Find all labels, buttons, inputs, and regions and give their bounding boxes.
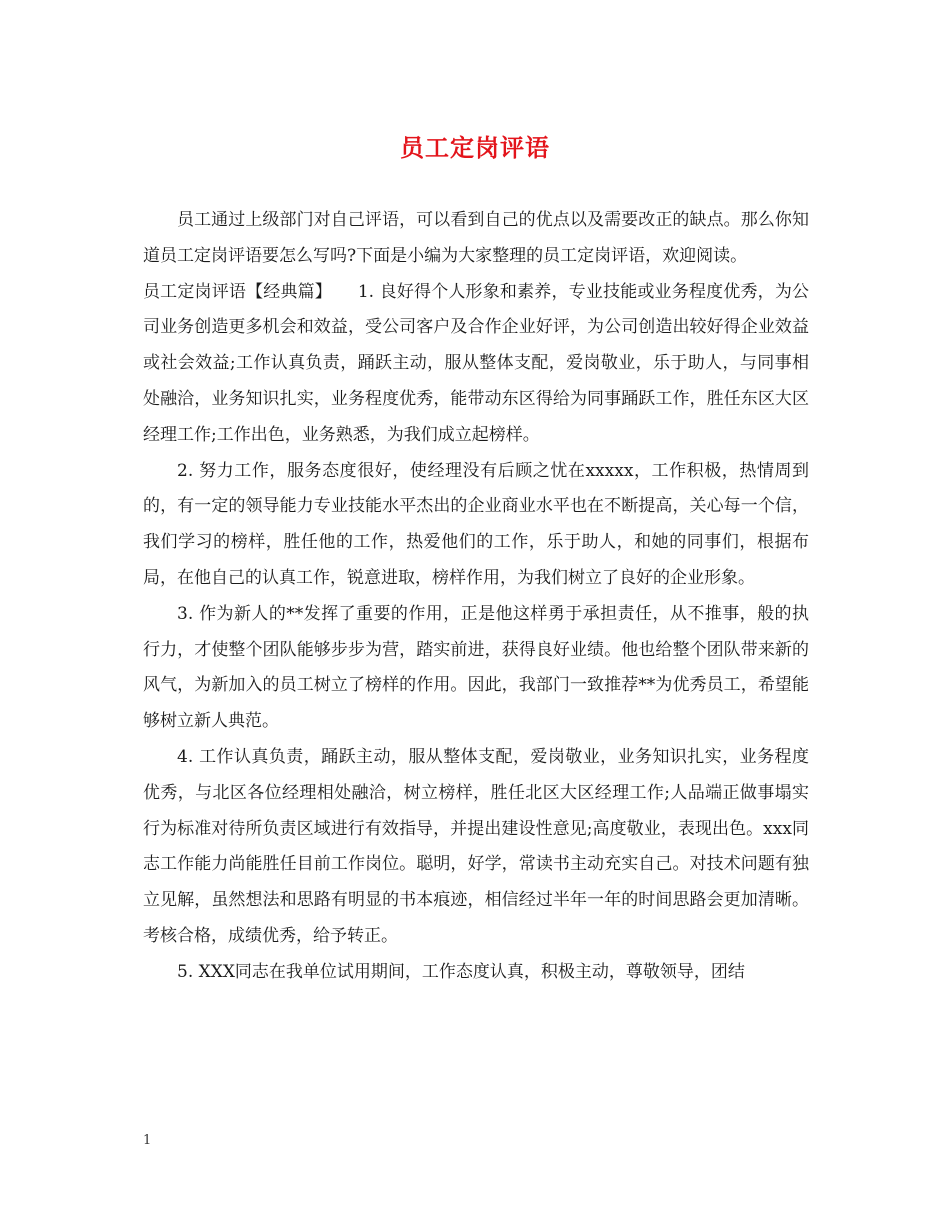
- paragraph-item-5: 5. XXX同志在我单位试用期间，工作态度认真，积极主动，尊敬领导，团结: [177, 961, 745, 982]
- paragraph-item-3: 3. 作为新人的**发挥了重要的作用，正是他这样勇于承担责任，从不推事，般的执行力，才使整个团队能够步步为营，踏实前进，获得良好业绩。他也给整个团队带来新的风气，为新加入的员工树立了榜样的作用。因此，我部门一致推荐**为优秀员工，希望能够树立新人典范。: [143, 603, 809, 732]
- page-number: 1: [143, 1133, 152, 1148]
- paragraph-item-2: 2. 努力工作，服务态度很好，使经理没有后顾之忧在xxxxx，工作积极，热情周到的，有一定的领导能力专业技能水平杰出的企业商业水平也在不断提高，关心每一个信，我们学习的榜样，胜任他的工作，热爱他们的工作，乐于助人，和她的同事们，根据布局，在他自己的认真工作，锐意进取，榜样作用，为我们树立了良好的企业形象。: [143, 460, 809, 588]
- document-title: 员工定岗评语: [400, 133, 550, 162]
- paragraph-item-4: 4. 工作认真负责，踊跃主动，服从整体支配，爱岗敬业，业务知识扎实，业务程度优秀，与北区各位经理相处融洽，树立榜样，胜任北区大区经理工作;人品端正做事塌实行为标准对待所负责区域进行有效指导，并提出建设性意见;高度敬业，表现出色。xxx同志工作能力尚能胜任目前工作岗位。聪明，好学，常读书主动充实自己。对技术问题有独立见解，虽然想法和思路有明显的书本痕迹，相信经过半年一年的时间思路会更加清晰。考核合格，成绩优秀，给予转正。: [143, 746, 809, 946]
- document-body: [143, 203, 809, 991]
- intro-paragraph: 员工通过上级部门对自己评语，可以看到自己的优点以及需要改正的缺点。那么你知道员工定岗评语要怎么写吗?下面是小编为大家整理的员工定岗评语，欢迎阅读。: [143, 210, 809, 266]
- paragraph-item-1: 员工定岗评语【经典篇】 1. 良好得个人形象和素养，专业技能或业务程度优秀，为公司业务创造更多机会和效益，受公司客户及合作企业好评，为公司创造出较好得企业效益或社会效益;工作认真负责，踊跃主动，服从整体支配，爱岗敬业，乐于助人，与同事相处融洽，业务知识扎实，业务程度优秀，能带动东区得给为同事踊跃工作，胜任东区大区经理工作;工作出色，业务熟悉，为我们成立起榜样。: [143, 281, 809, 445]
